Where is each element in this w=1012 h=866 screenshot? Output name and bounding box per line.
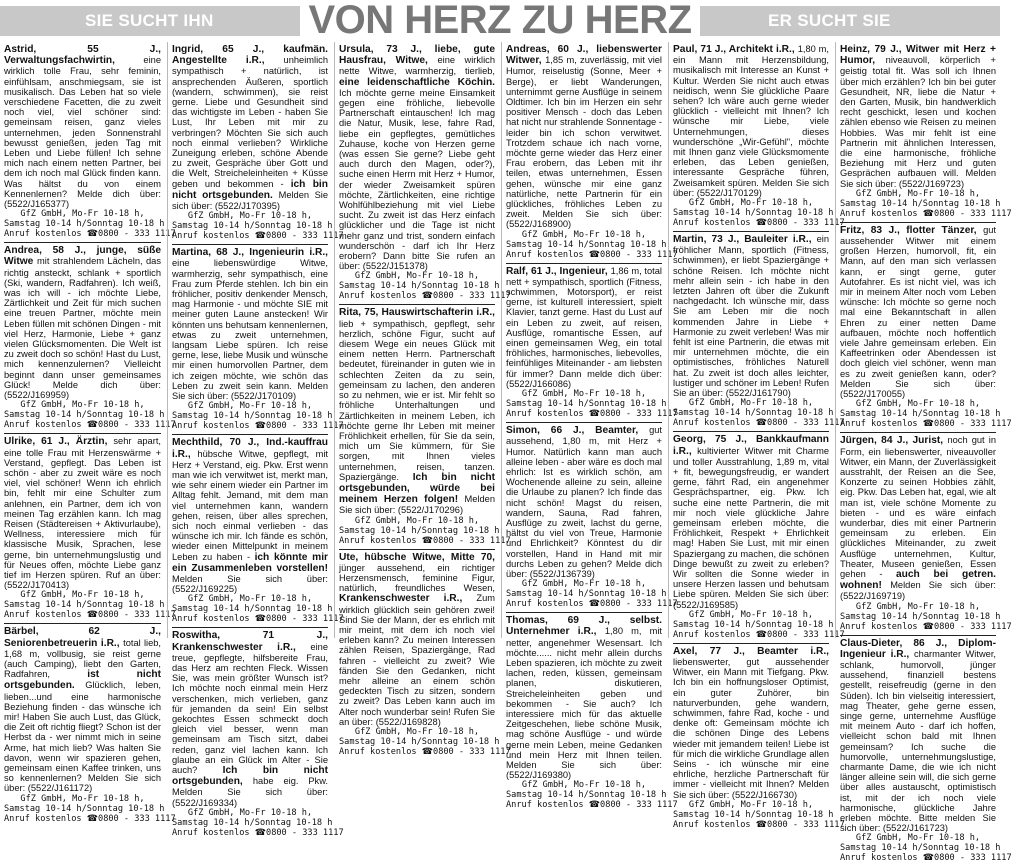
contact-company: GfZ GmbH, Mo-Fr 10-18 h,: [187, 594, 313, 605]
contact-hours: Samstag 10-14 h/Sonntag 10-18 h: [339, 736, 500, 747]
ad-headline: Astrid, 55 J., Verwaltungsfachwirtin,: [4, 44, 161, 67]
contact-hours: Samstag 10-14 h/Sonntag 10-18 h: [840, 198, 1001, 209]
ad-highlight: eine leidenschaftliche Köchin.: [339, 76, 495, 88]
ad-column: [668, 42, 845, 830]
contact-hours: Samstag 10-14 h/Sonntag 10-18 h: [172, 817, 333, 828]
ad-headline: Claus-Dieter, 86 J., Diplom-Ingenieur i.R.,: [840, 637, 996, 660]
contact-block: [172, 211, 344, 242]
ad-body: gut aussehender Witwer mit einem großen Herzen, humorvoll, fit, ein Mann, auf den man sich verlassen kann, er singt gerne, guter Autofahrer. Es ist nicht viel, was ich mir in meinem Alter noch vom Leben wünsche: Ich möchte so gerne noch mal eine Bekanntschaft in allen Ehren zu einer netten Dame aufbauen, möchte noch hoffentlich viele Jahre gemeinsam erleben. Ein Kaffeetrinken oder Abendessen ist doch gleich viel schöner, wenn man es zu zweit genießen kann, oder? Melden Sie sich über: (5522/J170055): [840, 224, 996, 400]
ad-body: noch gut in Form, ein liebenswerter, niveauvoller Witwer, ein Mann, der Zuverlässigkeit ausstrahlt, der Reisen an die See, Konzerte zu seinen Hobbies zählt, eig. Pkw. Das Leben hat, egal, wie alt man ist, viele schöne Momente zu bieten - und es wäre einfach wunderbar, dies mit einer Partnerin gemeinsam zu erleben. Ein glückliches Miteinander, zu zweit Ausflüge unternehmen, Kultur, Theater, Museen genießen, Essen gehen -: [840, 435, 996, 579]
phone-icon: ☎: [922, 621, 935, 632]
contact-phone-line: [506, 409, 678, 420]
ad-body: ein fröhlicher Mann, sportlich (Fitness, schwimmen), er liebt Spaziergänge + schöne Reisen. Ich möchte nicht mehr allein sein - ich habe in den letzten Jahren oft über die Zukunft nachgedacht. Ich wünsche mir, dass Sie am Leben mir die noch kommenden Jahre in Liebe + Harmonie zu zweit verleben! Was mir fehlt ist eine Partnerin, die etwas mit mir unternehmen möchte, die ein optimistisches, fröhliches Naturell hat. Zu zweit ist doch alles leichter, lustiger und schöner im Leben! Rufen Sie an über: (5522/J161790): [673, 234, 829, 399]
contact-phone-line: [339, 746, 511, 757]
contact-phone-number[interactable]: 0800 - 333 1117: [934, 419, 1012, 430]
contact-call-label: Anruf kostenlos: [840, 853, 923, 864]
contact-company: GfZ GmbH, Mo-Fr 10-18 h,: [521, 229, 647, 240]
contact-company: GfZ GmbH, Mo-Fr 10-18 h,: [20, 400, 145, 411]
contact-block: [840, 601, 1012, 632]
contact-phone-number[interactable]: 0800 - 333 1117: [98, 229, 176, 240]
contact-company: GfZ GmbH, Mo-Fr 10-18 h,: [688, 799, 814, 810]
ad-text: [840, 435, 996, 601]
ad-body: hübsche Witwe, gepflegt, mit Herz + Verstand, eig. Pkw. Erst wenn man wie ich verwitwet ist, merkt man, wie sehr einem wieder ein Partner im Alltag fehlt. Jemand, mit dem man viel unternehmen kann, wandern gehen, reisen, über alles sprechen, sich noch einmal verlieben - das wünsche ich mir. Ich fände es schön, wieder einen Mittelpunkt in meinem Leben zu haben -: [172, 448, 328, 562]
ad-headline: Fritz, 83 J., flotter Tänzer,: [840, 224, 984, 236]
personal-ad: [840, 636, 1012, 866]
contact-call-label: Anruf kostenlos: [673, 819, 756, 830]
personal-ad: [506, 42, 678, 264]
contact-company: GfZ GmbH, Mo-Fr 10-18 h,: [521, 389, 647, 400]
ad-column: [167, 42, 344, 838]
contact-company: GfZ GmbH, Mo-Fr 10-18 h,: [354, 726, 480, 737]
phone-icon: ☎: [922, 419, 935, 430]
phone-icon: ☎: [588, 800, 601, 811]
phone-icon: ☎: [588, 249, 601, 260]
contact-block: [339, 726, 511, 757]
contact-block: [339, 271, 511, 302]
personal-ad: [172, 245, 344, 435]
contact-block: [840, 188, 1012, 219]
contact-phone-number[interactable]: 0800 - 333 1117: [266, 421, 344, 432]
ad-text: [339, 307, 495, 515]
contact-call-label: Anruf kostenlos: [506, 409, 589, 420]
ad-headline: Rita, 75, Hauswirtschafterin i.R.,: [339, 307, 495, 319]
personal-ad: [673, 42, 845, 232]
ad-headline: Martin, 73 J., Bauleiter i.R.,: [673, 234, 817, 246]
contact-call-label: Anruf kostenlos: [339, 746, 422, 757]
contact-block: [673, 198, 845, 229]
ad-text: [673, 434, 829, 609]
contact-block: [172, 594, 344, 625]
ad-headline: Martina, 68 J., Ingenieurin i.R.,: [172, 247, 328, 259]
contact-phone-line: [840, 853, 1012, 864]
contact-call-label: Anruf kostenlos: [840, 419, 923, 430]
contact-hours: Samstag 10-14 h/Sonntag 10-18 h: [339, 525, 500, 536]
phone-icon: ☎: [588, 599, 601, 610]
contact-call-label: Anruf kostenlos: [506, 599, 589, 610]
contact-block: [506, 579, 678, 610]
contact-company: GfZ GmbH, Mo-Fr 10-18 h,: [521, 579, 647, 590]
ad-body: total lieb, 1,68 m, vollbusig, sie reist gerne (auch Camping), liebt den Garten, Radfahren,: [4, 637, 161, 680]
ad-body-continued: Glücklich, leben, lieben...und eine harmonische Beziehung finden - das wünsche ich mir! Haben Sie auch Lust, das Glück, die Zeit oft richtig fliegt? Schon ist der Herbst da - wer nimmt mich in seine Arme, hat mich lieb? Was halten Sie davon, wenn wir spazieren gehen, gemeinsam einen Kaffee trinken, uns so kennenlernen? Melden Sie sich über: (5522/J161172): [4, 680, 161, 794]
personal-ad: [172, 628, 344, 840]
contact-company: GfZ GmbH, Mo-Fr 10-18 h,: [187, 807, 313, 818]
ad-headline: Ute, hübsche Witwe, Mitte 70,: [339, 551, 495, 563]
contact-phone-number[interactable]: 0800 - 333 1117: [600, 800, 678, 811]
ad-text: [172, 247, 328, 401]
personal-ad: [673, 644, 845, 833]
contact-phone-number[interactable]: 0800 - 333 1117: [934, 853, 1012, 864]
personal-ad: [172, 42, 344, 245]
phone-icon: ☎: [86, 229, 99, 240]
ad-headline: Jürgen, 84 J., Jurist,: [840, 435, 948, 447]
contact-call-label: Anruf kostenlos: [840, 208, 923, 219]
contact-block: [673, 609, 845, 640]
phone-icon: ☎: [86, 420, 99, 431]
contact-call-label: Anruf kostenlos: [673, 218, 756, 229]
personal-ad: [339, 42, 511, 305]
contact-phone-number[interactable]: 0800 - 333 1117: [934, 621, 1012, 632]
personal-ad: [4, 42, 176, 243]
contact-hours: Samstag 10-14 h/Sonntag 10-18 h: [840, 611, 1001, 622]
ad-headline: Paul, 71 J., Architekt i.R.,: [673, 44, 798, 55]
contact-phone-line: [339, 291, 511, 302]
contact-block: [840, 399, 1012, 430]
phone-icon: ☎: [755, 819, 768, 830]
page-title: VON HERZ ZU HERZ: [308, 0, 692, 42]
contact-call-label: Anruf kostenlos: [506, 249, 589, 260]
contact-hours: Samstag 10-14 h/Sonntag 10-18 h: [506, 399, 667, 410]
contact-call-label: Anruf kostenlos: [4, 610, 87, 621]
contact-hours: Samstag 10-14 h/Sonntag 10-18 h: [840, 843, 1001, 854]
contact-company: GfZ GmbH, Mo-Fr 10-18 h,: [20, 209, 145, 220]
contact-phone-number[interactable]: 0800 - 333 1117: [433, 291, 511, 302]
contact-company: GfZ GmbH, Mo-Fr 10-18 h,: [354, 515, 480, 526]
contact-call-label: Anruf kostenlos: [506, 800, 589, 811]
contact-phone-line: [172, 827, 344, 838]
contact-hours: Samstag 10-14 h/Sonntag 10-18 h: [506, 239, 667, 250]
ad-text: [840, 225, 996, 399]
contact-block: [673, 799, 845, 830]
ad-body: charmanter Witwer, schlank, humorvoll, jünger aussehend, finanziell bestens gestellt, reisefreudig (gerne in den Süden). Ich bin vielseitig interessiert, mag Theater, gehe gerne essen, singe gerne, unternehme Ausflüge mit meinem Auto - darf ich hoffen, vielleicht schon bald mit Ihnen gemeinsam? Ich suche die humorvolle, unternehmungslustige, charmante Dame, die wie ich nicht länger alleine sein will, die sich gerne über alles austauscht, optimistisch ist, mit der ich noch viele harmonische, glückliche Jahre erleben möchte. Bitte melden Sie sich über: (5522/J161723): [840, 648, 996, 834]
personal-ad: [4, 434, 176, 624]
ad-highlight: ist nicht ortsgebunden.: [4, 669, 161, 692]
phone-icon: ☎: [254, 231, 267, 242]
ad-text: [172, 44, 328, 211]
contact-hours: Samstag 10-14 h/Sonntag 10-18 h: [673, 208, 834, 219]
ad-text: [339, 44, 495, 271]
ad-column: [0, 42, 176, 824]
contact-phone-line: [4, 229, 176, 240]
phone-icon: ☎: [254, 421, 267, 432]
ad-highlight: auch bei getren. wohnen!: [840, 568, 996, 592]
contact-hours: Samstag 10-14 h/Sonntag 10-18 h: [4, 219, 165, 230]
contact-company: GfZ GmbH, Mo-Fr 10-18 h,: [688, 609, 814, 620]
ad-body-continued: habe eig. Pkw. Melden Sie sich über: (5522/J169334): [172, 776, 328, 808]
contact-phone-number[interactable]: 0800 - 333 1117: [767, 819, 845, 830]
phone-icon: ☎: [421, 746, 434, 757]
contact-phone-number[interactable]: 0800 - 333 1117: [600, 249, 678, 260]
ad-columns: [0, 42, 1012, 864]
ad-body: eine treue, gepflegte, hilfsbereite Frau, das Herz am rechten Fleck. Wissen Sie, was mein größter Wunsch ist? Ich möchte noch einmal mein Herz verschenken, mich verlieben, ganz für jemanden da sein! Ein selbst gekochtes Essen schmeckt doch gleich viel besser, wenn man gemeinsam am Tisch sitzt, dabei reden, ganz viel lachen kann. Ich glaube an ein Glück im Alter - Sie auch?: [172, 641, 328, 775]
contact-phone-number[interactable]: 0800 - 333 1117: [266, 827, 344, 838]
ad-column: [334, 42, 511, 757]
ad-text: [506, 615, 662, 780]
contact-phone-line: [673, 629, 845, 640]
contact-hours: Samstag 10-14 h/Sonntag 10-18 h: [172, 411, 333, 422]
ad-headline: Simon, 66 J., Beamter,: [506, 425, 650, 437]
ad-headline: Ulrike, 61 J., Ärztin,: [4, 436, 114, 448]
phone-icon: ☎: [421, 291, 434, 302]
contact-hours: Samstag 10-14 h/Sonntag 10-18 h: [172, 221, 333, 232]
contact-call-label: Anruf kostenlos: [172, 614, 255, 625]
contact-call-label: Anruf kostenlos: [172, 827, 255, 838]
personal-ad: [673, 232, 845, 432]
ad-body-continued: Melden Sie sich über: (5522/J169225): [172, 573, 328, 595]
contact-phone-number[interactable]: 0800 - 333 1117: [98, 610, 176, 621]
ad-body-continued: Melden Sie sich über: (5522/J170296): [339, 494, 495, 516]
contact-hours: Samstag 10-14 h/Sonntag 10-18 h: [339, 281, 500, 292]
ad-headline: Mechthild, 70 J., Ind.-kauffrau i.R.,: [172, 437, 328, 460]
contact-call-label: Anruf kostenlos: [339, 535, 422, 546]
ad-highlight: ich bin nicht ortsgebunden.: [172, 178, 328, 201]
ad-body: gut aussehend, 1,80 m, mit Herz + Humor. Natürlich kann man auch alleine leben - aber wäre es doch mal ehrlich: Ist es wirklich schön, am Wochenende alleine zu sein, alleine die Urlaube zu planen? Ich finde das nicht schön! Magst du reisen, wandern, Sauna, Rad fahren, Ausflüge zu zweit, lachst du gerne, hältst du viel von Treue, Harmonie und Ehrlichkeit? Könntest du dir vorstellen, Hand in Hand mit mir durchs Leben zu gehen? Melde dich über: (5522/J136739): [506, 425, 662, 579]
personal-ad: [506, 613, 678, 813]
phone-icon: ☎: [86, 610, 99, 621]
contact-block: [840, 833, 1012, 864]
ad-headline: Andreas, 60 J., liebenswerter Witwer,: [506, 44, 662, 67]
contact-block: [4, 400, 176, 431]
contact-hours: Samstag 10-14 h/Sonntag 10-18 h: [4, 410, 165, 421]
ad-text: [172, 437, 328, 594]
contact-call-label: Anruf kostenlos: [4, 420, 87, 431]
contact-company: GfZ GmbH, Mo-Fr 10-18 h,: [688, 198, 814, 209]
contact-call-label: Anruf kostenlos: [4, 229, 87, 240]
contact-company: GfZ GmbH, Mo-Fr 10-18 h,: [855, 399, 981, 410]
contact-block: [506, 229, 678, 260]
phone-icon: ☎: [588, 409, 601, 420]
contact-phone-line: [673, 819, 845, 830]
contact-call-label: Anruf kostenlos: [840, 621, 923, 632]
ad-body: eine wirklich tolle Frau, sehr feminin, einfühlsam, anschmiegsam, sie ist musikalisch. Das Leben hat so viele verschiedene Facetten, die zu zweit noch viel, viel schöner sind: gemeinsam reisen, ganz vieles unternehmen, jeden Sonnenstrahl bewusst genießen, jeden Tag mit Leben und Liebe füllen! Ich sehne mich nach einem netten Partner, bei dem ich noch mal Glück finden kann. Was hältst du von einem Kennenlernen? Melde dich über: (5522/J165377): [4, 55, 161, 210]
ad-headline: Bärbel, 62 J., Seniorenbetreuerin i.R.,: [4, 626, 161, 649]
contact-company: GfZ GmbH, Mo-Fr 10-18 h,: [521, 780, 647, 791]
contact-hours: Samstag 10-14 h/Sonntag 10-18 h: [4, 600, 165, 611]
ad-column: [501, 42, 678, 811]
contact-call-label: Anruf kostenlos: [4, 813, 87, 824]
contact-phone-number[interactable]: 0800 - 333 1117: [433, 746, 511, 757]
ad-body: unheimlich sympathisch + natürlich, ist ansprechenden Äußeren, sportlich (wandern, schwimmen), sie reist gerne. Liebe und Gesundheit sind das wichtigste im Leben - haben Sie Lust, Ihr Leben mit mir zu verbringen? Möchten Sie sich auch noch einmal verlieben? Wirkliche Zuneigung erleben, schöne Abende zu zweit, Gespräche über Gott und die Welt, Streicheleinheiten + Küsse geben und bekommen -: [172, 55, 328, 189]
contact-hours: Samstag 10-14 h/Sonntag 10-18 h: [172, 604, 333, 615]
contact-phone-number[interactable]: 0800 - 333 1117: [433, 535, 511, 546]
contact-phone-number[interactable]: 0800 - 333 1117: [767, 418, 845, 429]
personal-ad: [506, 264, 678, 423]
contact-call-label: Anruf kostenlos: [172, 231, 255, 242]
ad-text: [339, 552, 495, 727]
ad-headline: Ralf, 61 J., Ingenieur,: [506, 265, 611, 277]
ad-body: lieb + sympathisch, gepflegt, sehr herzlich, schöne Figur, sucht auf diesem Wege ein neues Glück mit einem netten Herrn. Partnerschaft bedeutet, füreinander in guten wie in schlechten Zeiten da zu sein, gemeinsam zu lachen, den anderen so zu nehmen, wie er ist. Mir fehlt so fröhliche Unterhaltungen und Zärtlichkeiten in meinem Leben, ich möchte gerne Ihr Leben mit meiner Fröhlichkeit erhellen, für Sie da sein, mich um Sie kümmern, für Sie sorgen, mit Ihnen vieles unternehmen, reisen, tanzen. Spaziergänge.: [339, 318, 495, 482]
ad-highlight: Ich bin nicht ortsgebunden, würde bei meinem Herzen folgen!: [339, 471, 495, 506]
contact-hours: Samstag 10-14 h/Sonntag 10-18 h: [673, 619, 834, 630]
contact-call-label: Anruf kostenlos: [339, 291, 422, 302]
page-header: [0, 0, 1000, 40]
phone-icon: ☎: [254, 614, 267, 625]
ad-highlight: Krankenschwester i.R.,: [339, 593, 477, 605]
contact-phone-number[interactable]: 0800 - 333 1117: [767, 629, 845, 640]
ad-headline: Axel, 77 J., Beamter i.R.,: [673, 645, 829, 657]
ad-body: 1,80 m, ein Mann mit Herzensbildung, musikalisch mit Interesse an Kunst + Kultur. Werden Sie nicht auch etwas neidisch, wenn Sie glückliche Paare sehen? Ich wäre auch gerne wieder glücklich - vielleicht mit Ihnen? Ich wünsche mir Liebe, viele Unternehmungen, dieses wunderschöne „Wir-Gefühl", möchte mit Ihnen ganz viele Glücksmomente erleben, das Leben genießen, interessante Gespräche führen, Zweisamkeit spüren. Melden Sie sich über: (5522/J170129): [673, 44, 829, 198]
contact-company: GfZ GmbH, Mo-Fr 10-18 h,: [187, 401, 313, 412]
contact-hours: Samstag 10-14 h/Sonntag 10-18 h: [506, 589, 667, 600]
ad-body-continued: Melden Sie sich über: (5522/J170395): [172, 189, 329, 212]
contact-company: GfZ GmbH, Mo-Fr 10-18 h,: [855, 601, 981, 612]
phone-icon: ☎: [755, 218, 768, 229]
ad-body: kultivierter Witwer mit Charme und toller Ausstrahlung, 1,89 m, vital + fit, bewegungsfreudig, er wandert gerne, fährt Rad, ein angenehmer Gesprächspartner, eig. Pkw. Ich suche eine nette Partnerin, die mit mir noch viele glückliche Jahre gemeinsam erleben möchte, die Fröhlichkeit, Respekt + Ehrlichkeit mag! Haben Sie Lust, mit mir einen Spaziergang zu machen, die schönen Dinge bewußt zu zweit zu erleben? Wir sollten die Sonne wieder in unsere Herzen lassen und behutsam Liebe spüren. Melden Sie sich über: (5522/J169585): [673, 445, 829, 610]
contact-phone-line: [4, 420, 176, 431]
phone-icon: ☎: [922, 853, 935, 864]
contact-block: [172, 807, 344, 838]
ad-body: eine liebenswürdige Witwe, warmherzig, sehr sympathisch, eine Frau zum Pferde stehlen. Ich bin ein fröhlicher, positiv denkender Mensch, mag Harmonie - und möchte SIE mit meiner guten Laune anstecken! Wir könnten uns behutsam kennenlernen, etwas zu zweit unternehmen, langsam Liebe spüren. Ich reise gerne, lese, liebe Musik und wünsche mir einen humorvollen Partner, dem ich zeigen möchte, wie schön das Leben zu zweit sein kann. Melden Sie sich über: (5522/J170109): [172, 258, 328, 402]
contact-hours: Samstag 10-14 h/Sonntag 10-18 h: [506, 790, 667, 801]
contact-block: [4, 793, 176, 824]
ad-text: [840, 638, 996, 834]
ad-text: [4, 44, 161, 209]
ad-text: [4, 436, 161, 590]
contact-phone-line: [172, 614, 344, 625]
ad-body: sehr apart, eine tolle Frau mit Herzenswärme + Verstand, gepflegt. Das Leben ist schön - aber zu zweit wäre es noch viel, viel schöner! Wenn ich ehrlich bin, fehlt mir eine Schulter zum anlehnen, ein Partner, dem ich von meinen Tag erzählen kann. Ich mag Reisen (Städtereisen + Aktivurlaube), Wellness, interessiere mich für klassische Musik, Sprachen, lese gerne, bin unternehmungslustig und für Neues offen, möchte Liebe ganz tief im Herzen spüren. Ruf an über: (5522/J170413): [4, 436, 161, 591]
ad-highlight: ich könnte mir ein Zusammenleben vorstellen!: [172, 551, 328, 574]
ad-body: jünger aussehend, ein richtiger Herzensmensch, feminine Figur, natürlich, freundliches Wesen,: [339, 562, 495, 594]
ad-headline: Roswitha, 71 J., Krankenschwester i.R.,: [172, 630, 328, 653]
ad-text: [4, 245, 161, 400]
contact-phone-line: [673, 418, 845, 429]
contact-block: [4, 209, 176, 240]
phone-icon: ☎: [254, 827, 267, 838]
ad-text: [506, 266, 662, 389]
contact-call-label: Anruf kostenlos: [673, 418, 756, 429]
contact-phone-line: [840, 419, 1012, 430]
ad-text: [673, 646, 829, 800]
contact-hours: Samstag 10-14 h/Sonntag 10-18 h: [840, 409, 1001, 420]
contact-phone-line: [506, 249, 678, 260]
contact-company: GfZ GmbH, Mo-Fr 10-18 h,: [354, 271, 480, 282]
contact-phone-line: [4, 610, 176, 621]
phone-icon: ☎: [421, 535, 434, 546]
ad-body: niveauvoll, körperlich + geistig total fit. Was soll ich Ihnen über mich erzählen? Ich bin bei guter Gesundheit, NR, liebe die Natur + den Garten, Musik, bin handwerklich recht geschickt, lesen und kochen zählen ebenso wie Reisen zu meinen Hobbies. Was mir fehlt ist eine Partnerin mit ähnlichen Interessen, die eine harmonische, fröhliche Beziehung mit Herz und guten Gesprächen aufbauen will. Melden Sie sich über: (5522/J169723): [840, 55, 996, 189]
contact-phone-number[interactable]: 0800 - 333 1117: [266, 614, 344, 625]
ad-body-continued: Zum wirklich glücklich sein gehören zwei! Sind Sie der Mann, der es ehrlich mit mir meint, mit dem ich noch viel erleben kann? Zu meinen Interessen zählen Reisen, Spaziergänge, Rad fahren - vielleicht zu zweit? Wie fänden Sie den Gedanken, nicht mehr alleine an einem schön gedeckten Tisch zu sitzen, sondern zu zweit? Das Leben kann auch im Alter noch wunderbar sein! Rufen Sie an über: (5522/J169828): [339, 593, 495, 727]
contact-company: GfZ GmbH, Mo-Fr 10-18 h,: [20, 793, 145, 804]
personal-ad: [172, 435, 344, 628]
ad-headline: Thomas, 69 J., selbst. Unternehmer i.R.,: [506, 615, 662, 638]
contact-hours: Samstag 10-14 h/Sonntag 10-18 h: [673, 809, 834, 820]
contact-block: [506, 389, 678, 420]
personal-ad: [673, 432, 845, 643]
personal-ad: [840, 433, 1012, 635]
personal-ad: [339, 550, 511, 760]
personal-ad: [4, 243, 176, 434]
ad-body-continued: Melden Sie sich über: (5522/J169719): [840, 580, 996, 602]
contact-company: GfZ GmbH, Mo-Fr 10-18 h,: [855, 188, 981, 199]
ad-text: [506, 425, 662, 579]
phone-icon: ☎: [922, 208, 935, 219]
ad-body: 1,85 m, zuverlässig, mit viel Humor, reiselustig (Sonne, Meer + Berge), er liebt Wanderungen, unternimmt gerne Ausflüge in seinem Oldtimer. Ich bin im Herzen ein sehr positiver Mensch - doch das Leben hat nicht nur strahlende Sonnentage - leider bin ich schon verwitwet. Trotzdem schaue ich nach vorne, möchte gerne wieder das Herz einer Frau erobern, das Leben mit ihr teilen, etwas unternehmen, Essen gehen, wünsche mir eine ganz natürliche, nette Partnerin für ein glückliches, fröhliches Leben zu zweit. Melden Sie sich über: (5522/J168900): [506, 55, 663, 230]
contact-call-label: Anruf kostenlos: [673, 629, 756, 640]
ad-body: eine wirklich nette Witwe, warmherzig, tierlieb,: [339, 55, 495, 77]
personal-ad: [339, 305, 511, 549]
personal-ad: [840, 42, 1012, 223]
contact-phone-line: [4, 813, 176, 824]
contact-phone-number[interactable]: 0800 - 333 1117: [600, 409, 678, 420]
contact-phone-line: [673, 218, 845, 229]
contact-phone-line: [840, 621, 1012, 632]
ad-text: [4, 626, 161, 793]
contact-phone-line: [506, 599, 678, 610]
personal-ad: [4, 624, 176, 826]
ad-body-continued: Ich möchte gerne meine Einsamkeit gegen eine fröhliche, liebevolle Partnerschaft eintauschen! Ich mag die Natur, Musik, lese, fahre Rad, liebe ein gepflegtes, gemütliches Zuhause, koche von Herzen gerne (was essen Sie gerne? Liebe geht auch durch den Magen, oder?), suche einen Herrn mit Herz + Humor, der wieder Zweisamkeit spüren möchte, Zärtlichkeiten, eine richtige Wohlfühlbeziehung mit viel Liebe sucht. Zu zweit ist das Herz einfach glücklicher und die Tage ist nicht mehr ganz und trist, sondern einfach wunderschön - darf ich Ihr Herz erobern? Dann bitte Sie rufen an über: (5522/J151378): [339, 87, 495, 272]
phone-icon: ☎: [86, 813, 99, 824]
contact-phone-number[interactable]: 0800 - 333 1117: [266, 231, 344, 242]
ad-headline: Georg, 75 J., Bankkaufmann i.R.,: [673, 434, 829, 457]
contact-phone-line: [506, 800, 678, 811]
contact-hours: Samstag 10-14 h/Sonntag 10-18 h: [4, 803, 165, 814]
ad-headline: Ingrid, 65 J., kaufmän. Angestellte i.R.,: [172, 44, 328, 67]
contact-phone-line: [339, 535, 511, 546]
ad-text: [506, 44, 662, 230]
contact-block: [172, 401, 344, 432]
phone-icon: ☎: [755, 629, 768, 640]
header-right-label: ER SUCHT SIE: [768, 11, 891, 30]
ad-headline: Andrea, 58 J., junge, süße Witwe: [4, 245, 161, 268]
contact-block: [506, 780, 678, 811]
contact-block: [4, 590, 176, 621]
contact-phone-number[interactable]: 0800 - 333 1117: [767, 218, 845, 229]
ad-text: [840, 44, 996, 189]
ad-highlight: Ich bin nicht ortsgebunden,: [172, 764, 328, 788]
contact-call-label: Anruf kostenlos: [172, 421, 255, 432]
contact-phone-line: [172, 421, 344, 432]
contact-phone-number[interactable]: 0800 - 333 1117: [934, 208, 1012, 219]
contact-company: GfZ GmbH, Mo-Fr 10-18 h,: [20, 590, 145, 601]
contact-company: GfZ GmbH, Mo-Fr 10-18 h,: [187, 211, 313, 222]
ad-text: [172, 630, 328, 807]
contact-company: GfZ GmbH, Mo-Fr 10-18 h,: [855, 833, 981, 844]
ad-body: 1,86 m, total nett + sympathisch, sportlich (Fitness, schwimmen, Motorsport), er reist gerne, ist kulturell interessiert, spielt Klavier, tanzt gerne. Hast du Lust auf ein Leben zu zweit, auf reisen, Ausflüge, romantische Essen, auf einen gemeinsamen Weg, ein total fröhliches, harmonisches, liebevolles, feinfühliges Miteinander - am liebsten für immer? Dann melde dich über: (5522/J166086): [506, 265, 662, 389]
contact-phone-number[interactable]: 0800 - 333 1117: [98, 813, 176, 824]
ad-body: 1,80 m, mit netter, angenehmer Wesensart. Ich möchte...... nicht mehr allein durchs Leben spazieren, ich möchte zu zweit lachen, reden, küssen, gemeinsam planen, diskutieren, Streicheleinheiten geben und bekommen - Sie auch? Ich interessiere mich für das aktuelle Zeitgeschehen, liebe schöne Musik, mag schöne Ausflüge - und würde gerne mein Leben, meine Gedanken und mein Herz mit Ihnen teilen. Melden Sie sich über: (5522/J169380): [506, 626, 663, 781]
ad-text: [673, 234, 829, 398]
contact-phone-number[interactable]: 0800 - 333 1117: [98, 420, 176, 431]
ad-headline: Heinz, 79 J., Witwer mit Herz + Humor,: [840, 44, 996, 67]
ad-headline: Ursula, 73 J., liebe, gute Hausfrau, Witwe,: [339, 44, 495, 67]
contact-phone-line: [840, 208, 1012, 219]
contact-hours: Samstag 10-14 h/Sonntag 10-18 h: [673, 408, 834, 419]
ad-column: [835, 42, 1012, 864]
personal-ad: [506, 423, 678, 613]
phone-icon: ☎: [755, 418, 768, 429]
contact-phone-line: [172, 231, 344, 242]
ad-body: mit strahlendem Lächeln, das richtig ansteckt, schlank + sportlich (Ski, wandern, Radfahren). Ich weiß, was ich will - ich möchte Liebe, Zärtlichkeit und Zeit für mich suchen eine treuen Partner, möchte mein Leben füllen mit schönen Dingen - mit viel Herz, Harmonie, Liebe + ganz vielen Glücksmomenten. Die Welt ist zu zweit doch so schön! Hast du Lust, mich kennenzulernen? Vielleicht beginnt dann unser gemeinsames Glück! Melde dich über: (5522/J169959): [4, 256, 161, 401]
personal-ad: [840, 223, 1012, 433]
contact-block: [339, 515, 511, 546]
ad-body: liebenswerter, gut aussehender Witwer, ein Mann mit Tiefgang. Pkw. Ich bin ein hoffnungsloser Optimist, ein guter Zuhörer, bin naturverbunden, gehe wandern, schwimmen, fahre Rad, koche - und denke oft: Gemeinsam möchte ich die schönen Dinge des Lebens wieder mit jemandem teilen! Liebe ist für mich die wirkliche Grundlage allen Seins - ich wünsche mir eine ehrliche, herzliche Partnerschaft für immer - vielleicht mit Ihnen? Melden Sie sich über: (5522/J166730): [673, 656, 829, 800]
header-left-label: SIE SUCHT IHN: [85, 11, 214, 30]
contact-phone-number[interactable]: 0800 - 333 1117: [600, 599, 678, 610]
contact-block: [673, 398, 845, 429]
contact-company: GfZ GmbH, Mo-Fr 10-18 h,: [688, 398, 814, 409]
ad-text: [673, 44, 829, 198]
